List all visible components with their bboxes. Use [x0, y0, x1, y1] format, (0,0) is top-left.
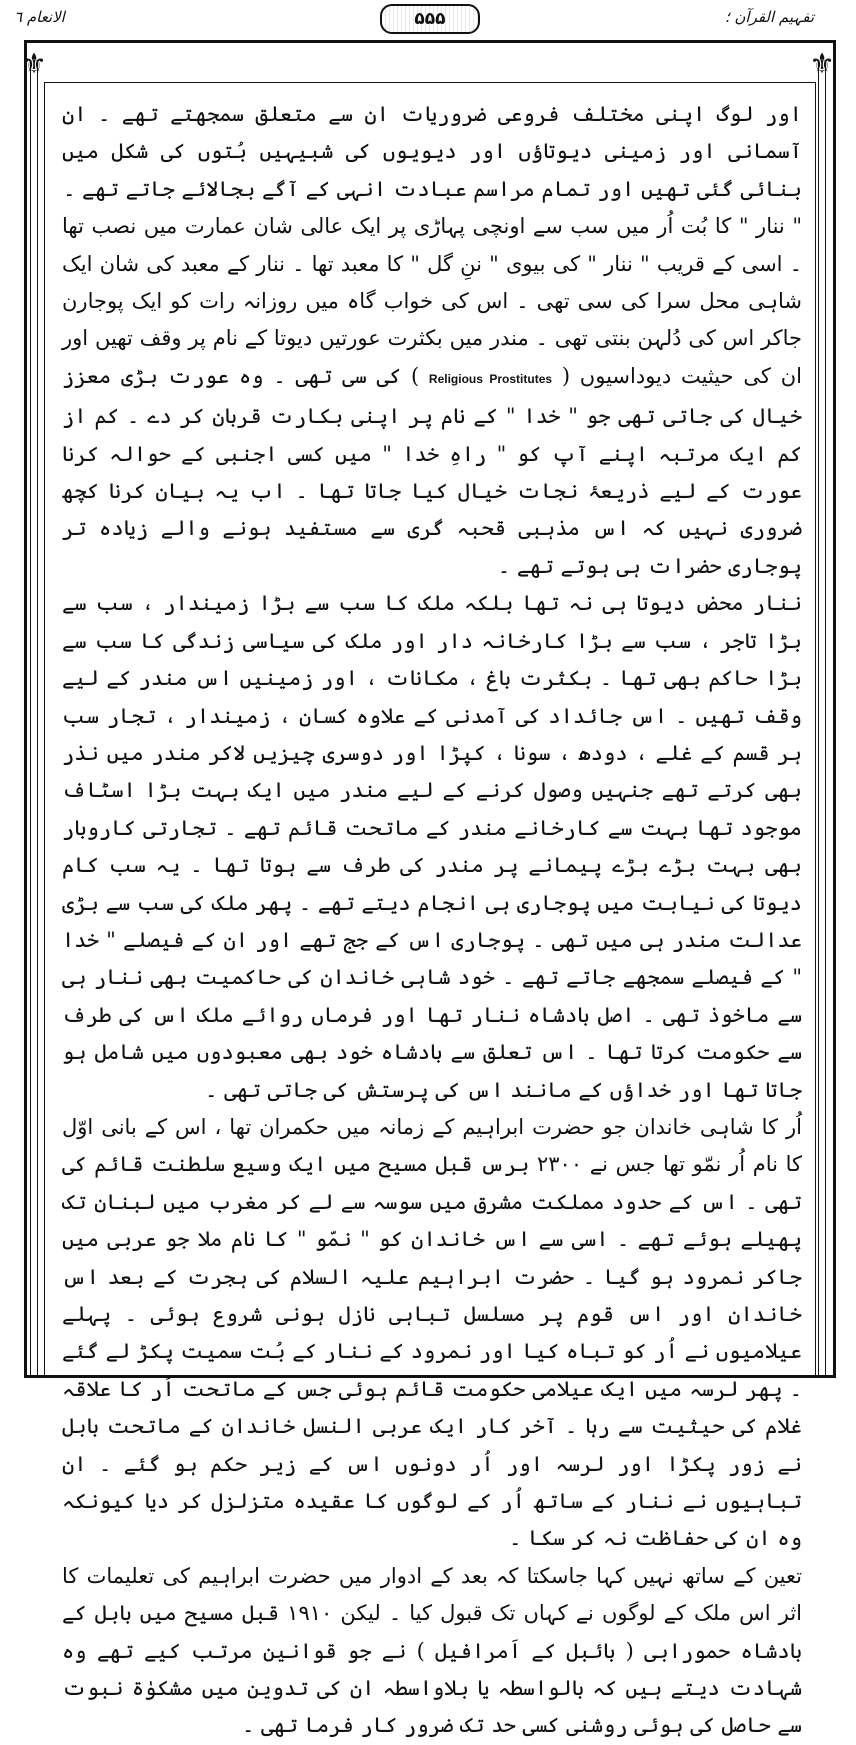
latin-term: Religious Prostitutes [428, 371, 553, 386]
paragraph: ننار محض دیوتا ہی نہ تھا بلکہ ملک کا سب سے بڑا زمیندار ، سب سے بڑا تاجر ، سب سے بڑا کارخانہ دار اور ملک کی سیاسی زندگی کا سب سے بڑا حاکم بھی تھا ۔ بکثرت باغ ، مکانات ، اور زمینیں اس مندر کے لیے وقف تھیں ۔ اس جائداد کی آمدنی کے علاوہ کسان ، زمیندار ، تجار سب ہر قسم کے غلے ، دودھ ، سونا ، کپڑا اور دوسری چیزیں لاکر مندر میں نذر بھی کرتے تھے جنہیں وصول کرنے کے لیے مندر میں ایک بہت بڑا اسٹاف موجود تھا بہت سے کارخانے مندر کے ماتحت قائم تھے ۔ تجارتی کاروبار بھی بہت بڑے بڑے پیمانے پر مندر کی طرف سے ہوتا تھا ۔ یہ سب کام دیوتا کی نیابت میں پوجاری ہی انجام دیتے تھے ۔ پھر ملک کی سب سے بڑی عدالت مندر ہی میں تھی ۔ پوجاری اس کے جج تھے اور ان کے فیصلے " خدا " کے فیصلے سمجھے جاتے تھے ۔ خود شاہی خاندان کی حاکمیت بھی ننار ہی سے ماخوذ تھی ۔ اصل بادشاہ ننار تھا اور فرماں روائے ملک اس کی طرف سے حکومت کرتا تھا ۔ اس تعلق سے بادشاہ خود بھی معبودوں میں شامل ہو جاتا تھا اور خداؤں کے مانند اس کی پرستش کی جاتی تھی ۔ [62, 591, 802, 1102]
paragraph-text: ) کی سی تھی ۔ وہ عورت بڑی معزز خیال کی جاتی تھی جو " خدا " کے نام پر اپنی بکارت قربان کر دے ۔ کم از کم ایک مرتبہ اپنے آپ کو " راہِ خدا " میں کسی اجنبی کے حوالہ کرنا عورت کے لیے ذریعۂ نجات خیال کیا جاتا تھا ۔ اب یہ بیان کرنا کچھ ضروری نہیں کہ اس مذہبی قحبہ گری سے مستفید ہونے والے زیادہ تر پوجاری حضرات ہی ہوتے تھے ۔ [62, 363, 802, 578]
paragraph: اور لوگ اپنی مختلف فروعی ضروریات ان سے متعلق سمجھتے تھے ۔ ان آسمانی اور زمینی دیوتاؤں اور دیویوں کی شبیہیں بُتوں کی شکل میں بنائی گئی تھیں اور تمام مراسم عبادت انہی کے آگے بجالائے جاتے تھے ۔ [62, 102, 802, 201]
running-title: تفہیم القرآن ؛ [724, 8, 814, 26]
right-border-column [818, 60, 826, 1378]
paragraph [62, 208, 802, 585]
corner-ornament-icon: ⚜ [21, 47, 47, 80]
main-text [62, 96, 803, 1738]
page-number: ۵۵۵ [380, 4, 480, 34]
paragraph-text: " ننار " کا بُت اُر میں سب سے اونچی پہاڑی پر ایک عالی شان عمارت میں نصب تھا ۔ اسی کے قریب " ننار " کی بیوی " ننِ گل " کا معبد تھا ۔ ننار کے معبد کی شان ایک شاہی محل سرا کی سی تھی ۔ اس کی خواب گاہ میں روزانہ رات کو ایک پوجارن جاکر اس کی دُلہن بنتی تھی ۔ مندر میں بکثرت عورتیں دیوتا کے نام پر وقف تھیں اور ان کی حیثیت دیوداسیوں ( [62, 214, 802, 388]
paragraph: اُر کا شاہی خاندان جو حضرت ابراہیم کے زمانہ میں حکمران تھا ، اس کے بانی اوّل کا نام اُر نمّو تھا جس نے ۲۳۰۰ برس قبل مسیح میں ایک وسیع سلطنت قائم کی تھی ۔ اس کے حدود مملکت مشرق میں سوسہ سے لے کر مغرب میں لبنان تک پھیلے ہوئے تھے ۔ اسی سے اس خاندان کو " نمّو " کا نام ملا جو عربی میں جاکر نمرود ہو گیا ۔ حضرت ابراہیم علیہ السلام کی ہجرت کے بعد اس خاندان اور اس قوم پر مسلسل تباہی نازل ہونی شروع ہوئی ۔ پہلے عیلامیوں نے اُر کو تباہ کیا اور نمرود کے ننار کے بُت سمیت پکڑ لے گئے ۔ پھر لرسہ میں ایک عیلامی حکومت قائم ہوئی جس کے ماتحت اُر کا علاقہ غلام کی حیثیت سے رہا ۔ آخر کار ایک عربی النسل خاندان کے ماتحت بابل نے زور پکڑا اور لرسہ اور اُر دونوں اس کے زیر حکم ہو گئے ۔ ان تباہیوں نے ننار کے ساتھ اُر کے لوگوں کا عقیدہ متزلزل کر دیا کیونکہ وہ ان کی حفاظت نہ کر سکا ۔ [62, 1114, 802, 1551]
surah-title: الانعام ٦ [14, 8, 65, 26]
left-border-column [30, 60, 38, 1378]
corner-ornament-icon: ⚜ [809, 47, 835, 80]
paragraph: تعین کے ساتھ نہیں کہا جاسکتا کہ بعد کے ادوار میں حضرت ابراہیم کی تعلیمات کا اثر اس ملک کے لوگوں نے کہاں تک قبول کیا ۔ لیکن ۱۹۱۰ قبل مسیح میں بابل کے بادشاہ حمورابی ( بائبل کے اَمرافیل ) نے جو قوانین مرتب کیے تھے وہ شہادت دیتے ہیں کہ بالواسطہ یا بلاواسطہ ان کی تدوین میں مشکوٰۃ نبوت سے حاصل کی ہوئی روشنی کسی حد تک ضرور کار فرما تھی ۔ [62, 1563, 803, 1738]
